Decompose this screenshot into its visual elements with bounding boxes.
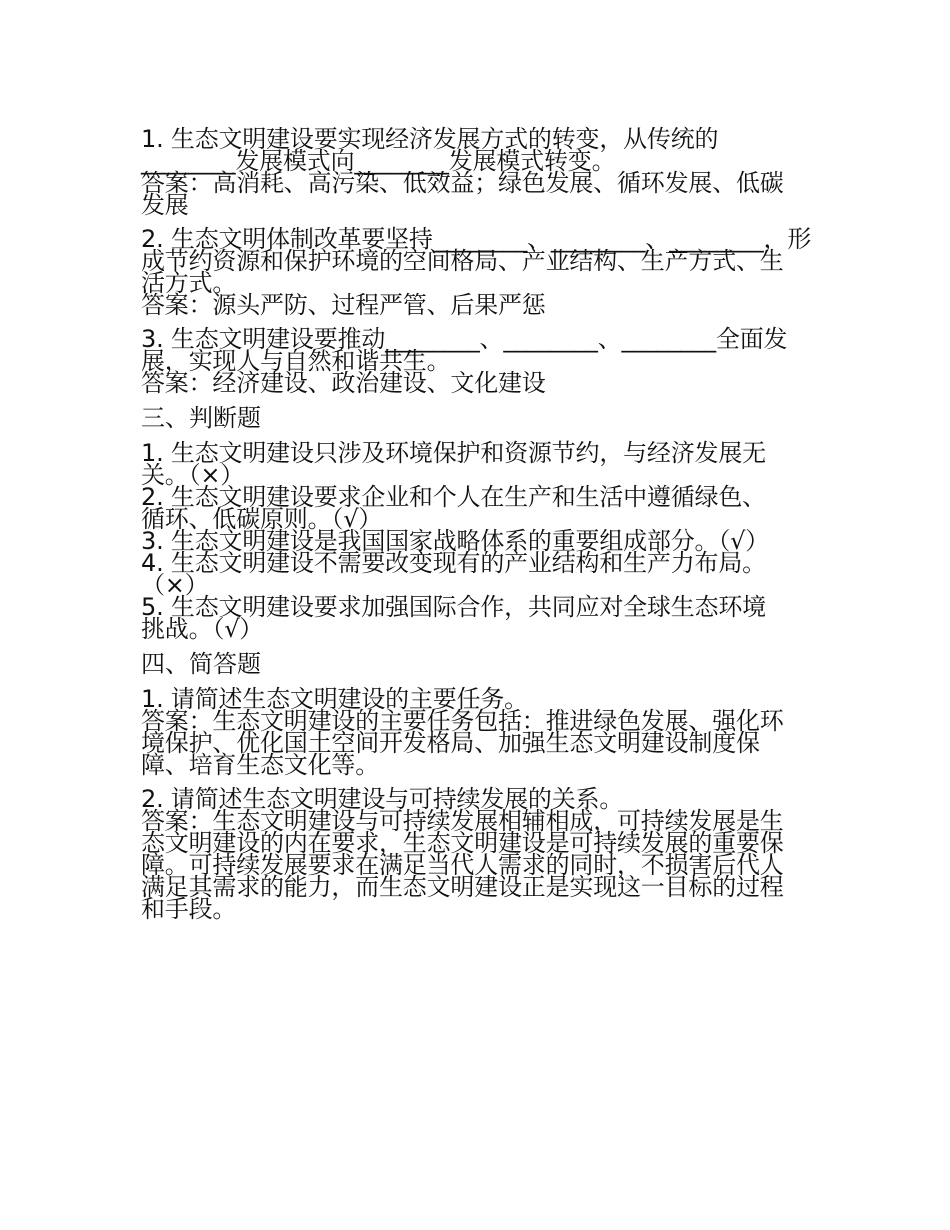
answer-text: 答案：源头严防、过程严管、后果严惩: [141, 291, 546, 319]
judgement-questions: [141, 439, 813, 643]
question-text: 1. 请简述生态文明建设的主要任务。: [141, 685, 528, 713]
judgement-line: 2. 生态文明建设要求企业和个人在生产和生活中遵循绿色、: [141, 483, 766, 511]
judgement-line: （×）: [141, 571, 209, 599]
answer-text: 态文明建设的内在要求，生态文明建设是可持续发展的重要保: [141, 829, 784, 857]
fill-in-question-2: [141, 225, 813, 319]
answer-text: 境保护、优化国土空间开发格局、加强生态文明建设制度保: [141, 729, 760, 757]
document-body: [141, 125, 813, 923]
question-text: 3. 生态文明建设要推动________、________、________全面发: [141, 325, 788, 353]
answer-text: 答案：生态文明建设与可持续发展相辅相成，可持续发展是生: [141, 807, 784, 835]
answer-text: 答案：经济建设、政治建设、文化建设: [141, 369, 546, 397]
question-text: ________发展模式向________发展模式转变。: [141, 147, 616, 175]
question-text: 1. 生态文明建设要实现经济发展方式的转变，从传统的: [141, 125, 719, 153]
fill-in-question-3: [141, 325, 813, 397]
section-heading-short-answer: 四、简答题: [141, 650, 261, 678]
fill-in-question-1: [141, 125, 813, 219]
judgement-line: 循环、低碳原则。（√）: [141, 505, 383, 533]
answer-text: 障、培育生态文化等。: [141, 751, 379, 779]
answer-text: 答案：高消耗、高污染、低效益；绿色发展、循环发展、低碳: [141, 169, 784, 197]
judgement-line: 5. 生态文明建设要求加强国际合作，共同应对全球生态环境: [141, 593, 766, 621]
question-text: 成节约资源和保护环境的空间格局、产业结构、生产方式、生: [141, 247, 784, 275]
judgement-line: 挑战。（√）: [141, 615, 264, 643]
judgement-line: 4. 生态文明建设不需要改变现有的产业结构和生产力布局。: [141, 549, 766, 577]
question-text: 2. 生态文明体制改革要坚持________、________、________，形: [141, 225, 812, 253]
answer-text: 和手段。: [141, 895, 237, 923]
section-heading-judgement: 三、判断题: [141, 404, 261, 432]
question-text: 活方式。: [141, 269, 237, 297]
judgement-line: 3. 生态文明建设是我国国家战略体系的重要组成部分。（√）: [141, 527, 770, 555]
answer-text: 障。可持续发展要求在满足当代人需求的同时，不损害后代人: [141, 851, 784, 879]
short-answer-question-2: [141, 785, 813, 923]
question-text: 2. 请简述生态文明建设与可持续发展的关系。: [141, 785, 624, 813]
short-answer-question-1: [141, 685, 813, 779]
answer-text: 发展: [141, 191, 189, 219]
answer-text: 答案：生态文明建设的主要任务包括：推进绿色发展、强化环: [141, 707, 784, 735]
question-text: 展，实现人与自然和谐共生。: [141, 347, 451, 375]
judgement-line: 1. 生态文明建设只涉及环境保护和资源节约，与经济发展无: [141, 439, 766, 467]
answer-text: 满足其需求的能力，而生态文明建设正是实现这一目标的过程: [141, 873, 784, 901]
judgement-line: 关。（×）: [141, 461, 245, 489]
